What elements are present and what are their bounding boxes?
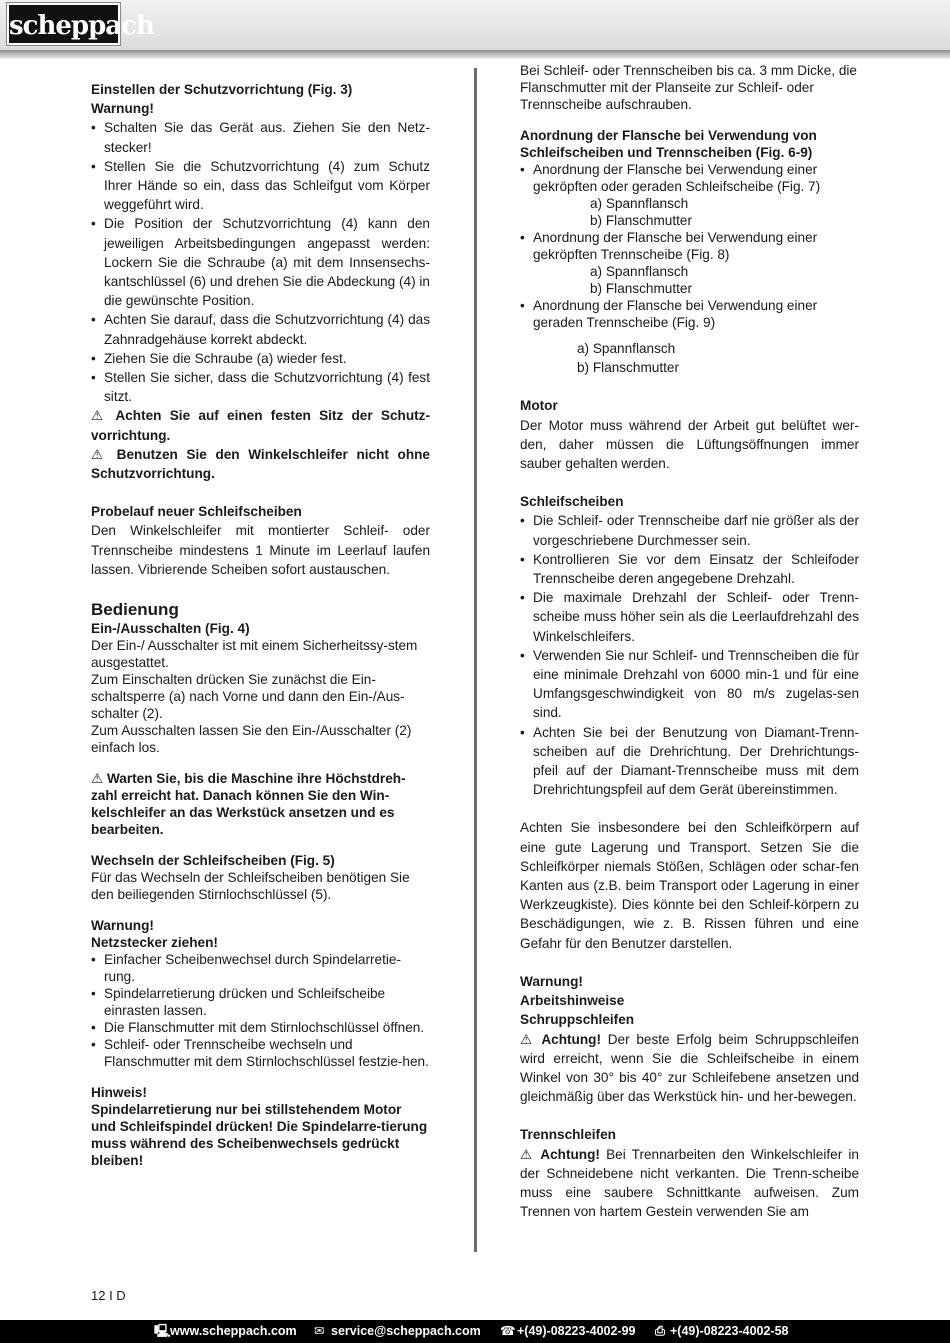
list-item: • Die Flanschmutter mit dem Stirnlochschlüssel öffnen. <box>91 1019 430 1036</box>
list-item: • Achten Sie darauf, dass die Schutzvorrichtung (4) das Zahnradgehäuse korrekt abdeckt. <box>91 310 430 348</box>
sub-item: b) Flanschmutter <box>590 281 692 296</box>
sub-item: a) Spannflansch <box>577 341 676 356</box>
paragraph: Der Motor muss während der Arbeit gut belüftet wer-den, daher müssen die Lüftungsöffnungen immer sauber gehalten werden. <box>520 417 859 472</box>
safety-note: ⚠ Benutzen Sie den Winkelschleifer nicht ohne Schutzvorrichtung. <box>91 446 430 482</box>
list-item: • Die maximale Drehzahl der Schleif- oder Trenn-scheibe muss höher sein als die Leerlaufdrehzahl des Winkelschleifers. <box>520 588 859 646</box>
left-column <box>91 80 430 1169</box>
hint-title: Hinweis! <box>91 1085 147 1101</box>
warning-label: Netzstecker ziehen! <box>91 935 218 951</box>
paragraph <box>520 1145 859 1222</box>
fax-icon: ⎙ <box>655 1324 666 1338</box>
safety-note: ⚠ Achten Sie auf einen festen Sitz der Schutz-vorrichtung. <box>91 408 430 443</box>
list-item <box>520 161 859 229</box>
sub-item: b) Flanschmutter <box>590 213 692 228</box>
section-title: Probelauf neuer Schleifscheiben <box>91 504 302 520</box>
list-item: • Stellen Sie die Schutzvorrichtung (4) zum Schutz Ihrer Hände so ein, dass das Schleifgut vom Körper weggeführt wird. <box>91 157 430 215</box>
list-item <box>520 229 859 297</box>
section-title: Schleifscheiben <box>520 494 624 510</box>
envelope-icon: ✉ <box>314 1324 325 1338</box>
paragraph: Für das Wechseln der Schleifscheiben benötigen Sie den beiliegenden Stirnlochschlüssel (5). <box>91 870 410 903</box>
warning-label: Warnung! <box>520 973 583 989</box>
header-shadow-bar <box>0 50 950 59</box>
safety-note: ⚠ Warten Sie, bis die Maschine ihre Höchstdreh-zahl erreicht hat. Danach können Sie den Win-kelschleifer an das Werkstück ansetzen und es bearbeiten. <box>91 771 406 838</box>
list-item: • Schleif- oder Trennscheibe wechseln und Flanschmutter mit dem Stirnlochschlüssel festzie-hen. <box>91 1036 430 1070</box>
page-header <box>0 0 950 50</box>
attention-label: ⚠ Achtung! <box>520 1146 600 1162</box>
list-item: • Die Position der Schutzvorrichtung (4) kann den jeweiligen Arbeitsbedingungen angepasst werden: Lockern Sie die Schraube (a) mit dem Innsensechs-kantschlüssel (6) und drehen Sie die Abdeckung (4) in die gewünschte Position. <box>91 214 430 310</box>
list-item: • Kontrollieren Sie vor dem Einsatz der Schleifoder Trennscheibe deren angegebene Drehzahl. <box>520 550 859 588</box>
list-item: • Achten Sie bei der Benutzung von Diamant-Trenn-scheiben auf die Drehrichtung. Der Drehrichtungs-pfeil auf der Diamant-Trennscheibe muss mit dem Drehrichtungspfeil auf dem Gerät übereinstimmen. <box>520 723 859 800</box>
paragraph: Zum Ausschalten lassen Sie den Ein-/Ausschalter (2) einfach los. <box>91 723 412 756</box>
right-column <box>520 62 859 1221</box>
section-title: Ein-/Ausschalten (Fig. 4) <box>91 621 250 637</box>
section-title: Arbeitshinweise <box>520 993 625 1009</box>
bullet-list <box>520 161 859 331</box>
computer-icon: 🖳 <box>154 1324 171 1338</box>
paragraph: Bei Schleif- oder Trennscheiben bis ca. 3 mm Dicke, die Flanschmutter mit der Planseite zur Schleif- oder Trennscheibe aufschrauben. <box>520 63 857 112</box>
bullet-list <box>91 951 430 1070</box>
sub-item: a) Spannflansch <box>590 196 689 211</box>
telephone-icon: ☎ <box>500 1324 516 1338</box>
list-item: • Spindelarretierung drücken und Schleifscheibe einrasten lassen. <box>91 985 430 1019</box>
paragraph: Achten Sie insbesondere bei den Schleifkörpern auf eine gute Lagerung und Transport. Setzen Sie die Schleifkörper niemals Stößen, Schlägen oder schar-fen Kanten aus (z.B. beim Transport oder Lagerung in einer Werkzeugkiste). Dies könnte bei den Schleif-körpern zu Beschädigungen, wie z. B. Rissen führen und eine Gefahr für den Benutzer darstellen. <box>520 820 859 951</box>
section-title: Einstellen der Schutzvorrichtung (Fig. 3) <box>91 82 353 97</box>
section-title: Wechseln der Schleifscheiben (Fig. 5) <box>91 853 335 869</box>
email-link[interactable]: service@scheppach.com <box>331 1324 481 1338</box>
paragraph: Den Winkelschleifer mit montierter Schleif- oder Trennscheibe mindestens 1 Minute im Leerlauf laufen lassen. Vibrierende Scheiben sofort austauschen. <box>91 523 430 577</box>
section-title: Motor <box>520 398 558 414</box>
sub-item: b) Flanschmutter <box>577 360 679 376</box>
list-item: • Schalten Sie das Gerät aus. Ziehen Sie den Netz-stecker! <box>91 118 430 156</box>
warning-label: Warnung! <box>91 101 154 117</box>
page-number: 12 I D <box>91 1288 126 1303</box>
website-link[interactable]: www.scheppach.com <box>170 1324 297 1338</box>
sub-item: a) Spannflansch <box>590 264 689 279</box>
section-title: Trennschleifen <box>520 1127 616 1143</box>
scheppach-logo: scheppach <box>7 3 120 45</box>
paragraph-text: Bei Trennarbeiten den Winkelschleifer in der Schneidebene nicht verkanten. Die Trenn-scheibe muss eine saubere Schnittkante aufweisen. Zum Trennen von hartem Gestein verwenden Sie am <box>520 1146 859 1220</box>
section-title: Anordnung der Flansche bei Verwendung von Schleifscheiben und Trennscheiben (Fig. 6-9) <box>520 128 817 160</box>
list-item <box>520 297 859 331</box>
list-item: • Einfacher Scheibenwechsel durch Spindelarretie-rung. <box>91 951 430 985</box>
paragraph-text: Der beste Erfolg beim Schruppschleifen wird erreicht, wenn Sie die Schleifscheibe in einem Winkel von 30° bis 40° zur Schleifebene ansetzen und gleichmäßig über das Werkstück hin- und her-bewegen. <box>520 1031 859 1105</box>
list-item: • Stellen Sie sicher, dass die Schutzvorrichtung (4) fest sitzt. <box>91 368 430 406</box>
paragraph: Der Ein-/ Ausschalter ist mit einem Sicherheitssy-stem ausgestattet. <box>91 638 418 671</box>
section-title: Schruppschleifen <box>520 1012 635 1028</box>
list-item-text: • Anordnung der Flansche bei Verwendung einer geraden Trennscheibe (Fig. 9) <box>533 298 818 330</box>
paragraph <box>520 1030 859 1107</box>
column-divider <box>474 68 477 1252</box>
bullet-list <box>520 511 859 799</box>
list-item: • Verwenden Sie nur Schleif- und Trennscheiben die für eine minimale Drehzahl von 6000 min-1 und für eine Umfangsgeschwindigkeit von 80 m/s zugelas-sen sind. <box>520 646 859 723</box>
list-item: • Ziehen Sie die Schraube (a) wieder fest. <box>91 349 430 368</box>
list-item-text: • Anordnung der Flansche bei Verwendung einer gekröpften Trennscheibe (Fig. 8) <box>533 230 818 262</box>
list-item: • Die Schleif- oder Trennscheibe darf nie größer als der vorgeschriebene Durchmesser sein. <box>520 511 859 549</box>
bullet-list <box>91 118 430 406</box>
fax-number: +(49)-08223-4002-58 <box>670 1324 789 1338</box>
warning-label: Warnung! <box>91 918 154 934</box>
hint-text: Spindelarretierung nur bei stillstehendem Motor und Schleifspindel drücken! Die Spindelarre-tierung muss während des Scheibenwechsels gedrückt bleiben! <box>91 1102 428 1169</box>
phone-number: +(49)-08223-4002-99 <box>517 1324 636 1338</box>
page-footer <box>0 1320 950 1343</box>
chapter-heading: Bedienung <box>91 600 179 620</box>
paragraph: Zum Einschalten drücken Sie zunächst die Ein-schaltsperre (a) nach Vorne und dann den Ein-/Aus-schalter (2). <box>91 672 405 722</box>
attention-label: ⚠ Achtung! <box>520 1031 601 1047</box>
list-item-text: • Anordnung der Flansche bei Verwendung einer gekröpften oder geraden Schleifscheibe (Fig. 7) <box>533 162 821 194</box>
